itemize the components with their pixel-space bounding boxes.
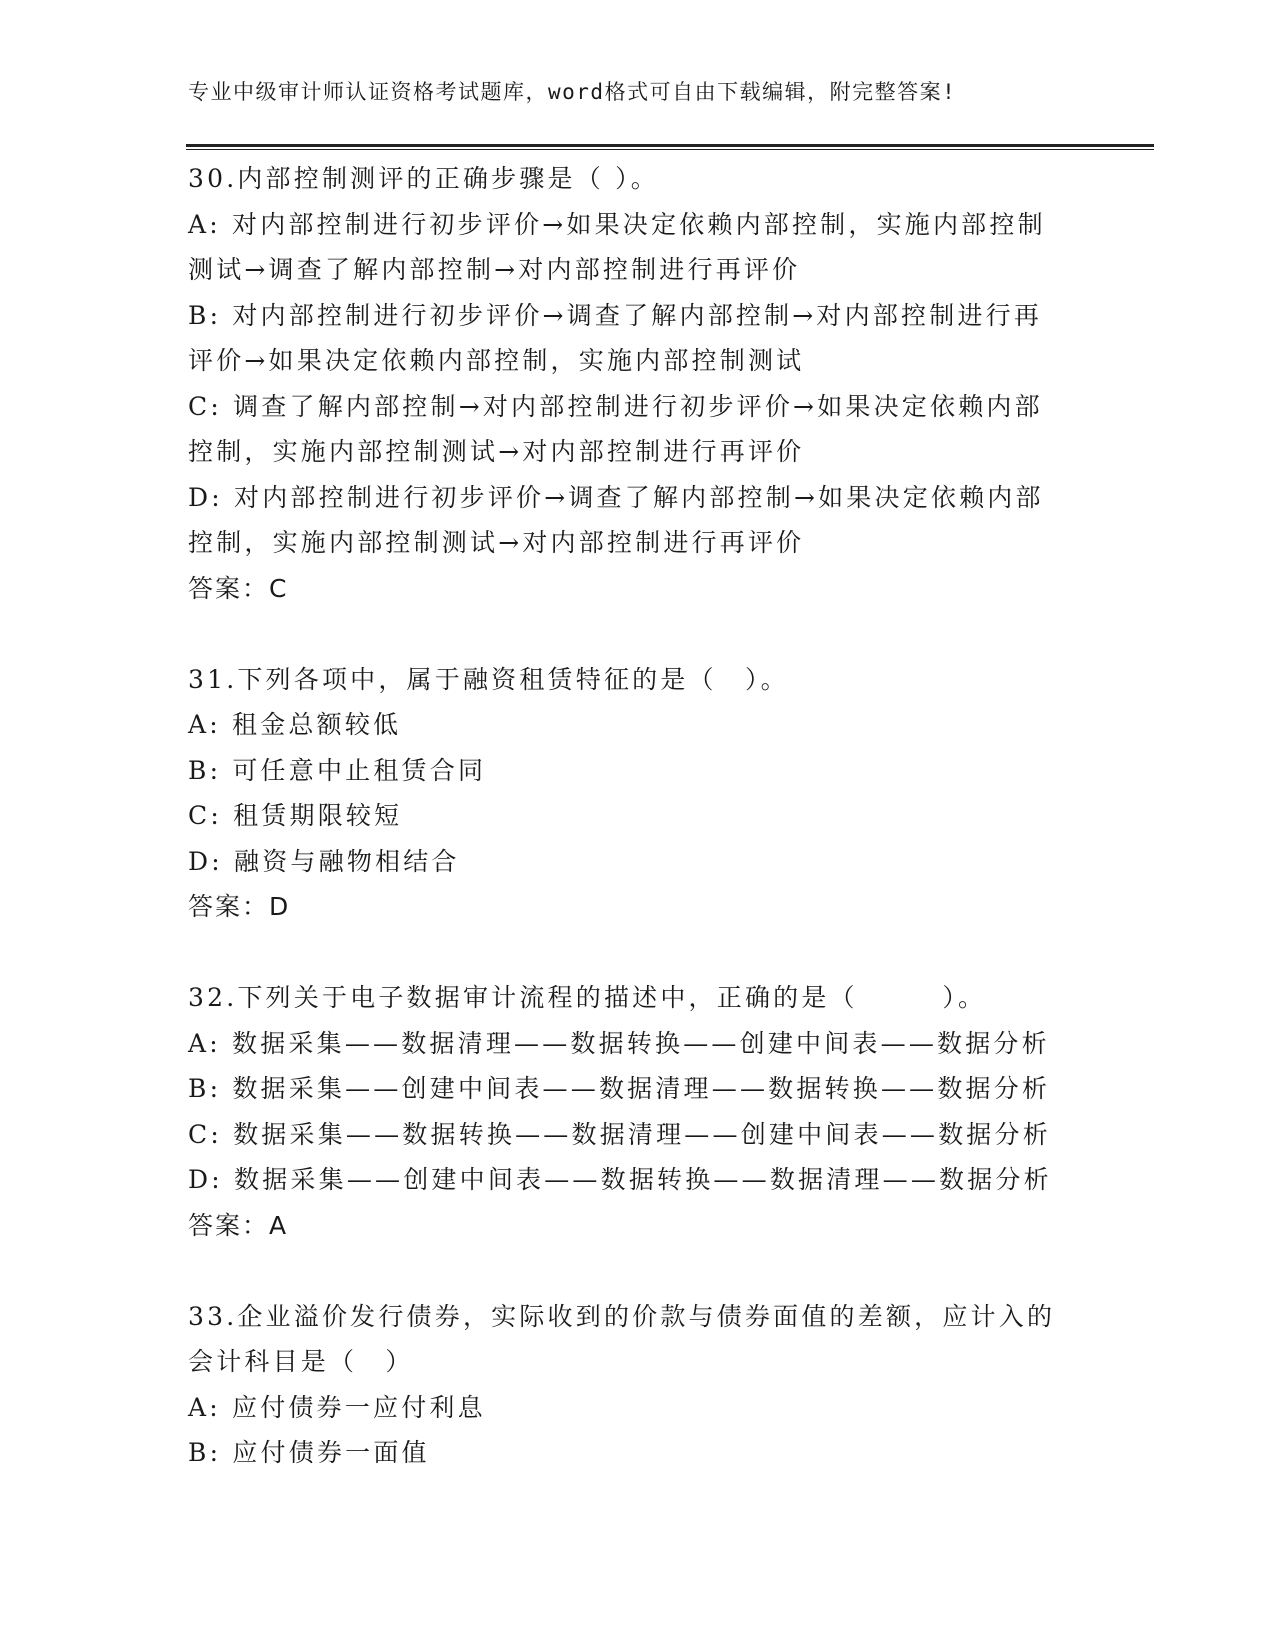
option-b: B: 应付债券一面值 [188,1438,430,1467]
question-32 [188,975,1078,1248]
option-d: D: 数据采集——创建中间表——数据转换——数据清理——数据分析 [188,1165,1052,1194]
question-33 [188,1294,1078,1476]
question-stem-cont: 会计科目是（ ） [188,1347,414,1376]
option-d-cont: 控制，实施内部控制测试→对内部控制进行再评价 [188,528,805,557]
option-c-cont: 控制，实施内部控制测试→对内部控制进行再评价 [188,437,805,466]
option-d: D: 对内部控制进行初步评价→调查了解内部控制→如果决定依赖内部 [188,482,1044,512]
option-c: C: 调查了解内部控制→对内部控制进行初步评价→如果决定依赖内部 [188,391,1043,421]
question-stem: 32.下列关于电子数据审计流程的描述中，正确的是（ ）。 [188,983,987,1012]
option-a: A: 应付债券一应付利息 [188,1392,486,1422]
option-b-cont: 评价→如果决定依赖内部控制，实施内部控制测试 [188,346,805,375]
option-d: D: 融资与融物相结合 [188,846,460,876]
header-divider [186,144,1154,147]
option-a-cont: 测试→调查了解内部控制→对内部控制进行再评价 [188,255,801,284]
option-b: B: 可任意中止租赁合同 [188,755,487,785]
option-c: C: 租赁期限较短 [188,801,403,830]
question-stem: 30.内部控制测评的正确步骤是（ ）。 [188,164,660,193]
answer: 答案：A [188,1210,289,1240]
page-header: 专业中级审计师认证资格考试题库，word格式可自由下载编辑，附完整答案! [188,80,957,104]
option-a: A: 租金总额较低 [188,710,402,739]
answer: 答案：C [188,573,289,603]
option-a: A: 数据采集——数据清理——数据转换——创建中间表——数据分析 [188,1028,1050,1058]
option-a: A: 对内部控制进行初步评价→如果决定依赖内部控制，实施内部控制 [188,209,1046,239]
question-30 [188,156,1078,611]
question-31 [188,657,1078,930]
header-divider-thin [186,149,1154,150]
option-b: B: 对内部控制进行初步评价→调查了解内部控制→对内部控制进行再 [188,300,1043,330]
question-stem: 33.企业溢价发行债券，实际收到的价款与债券面值的差额，应计入的 [188,1301,1056,1331]
question-list [188,156,1078,1476]
question-stem: 31.下列各项中，属于融资租赁特征的是（ ）。 [188,664,789,694]
option-b: B: 数据采集——创建中间表——数据清理——数据转换——数据分析 [188,1074,1051,1103]
answer: 答案：D [188,892,291,921]
option-c: C: 数据采集——数据转换——数据清理——创建中间表——数据分析 [188,1119,1051,1149]
